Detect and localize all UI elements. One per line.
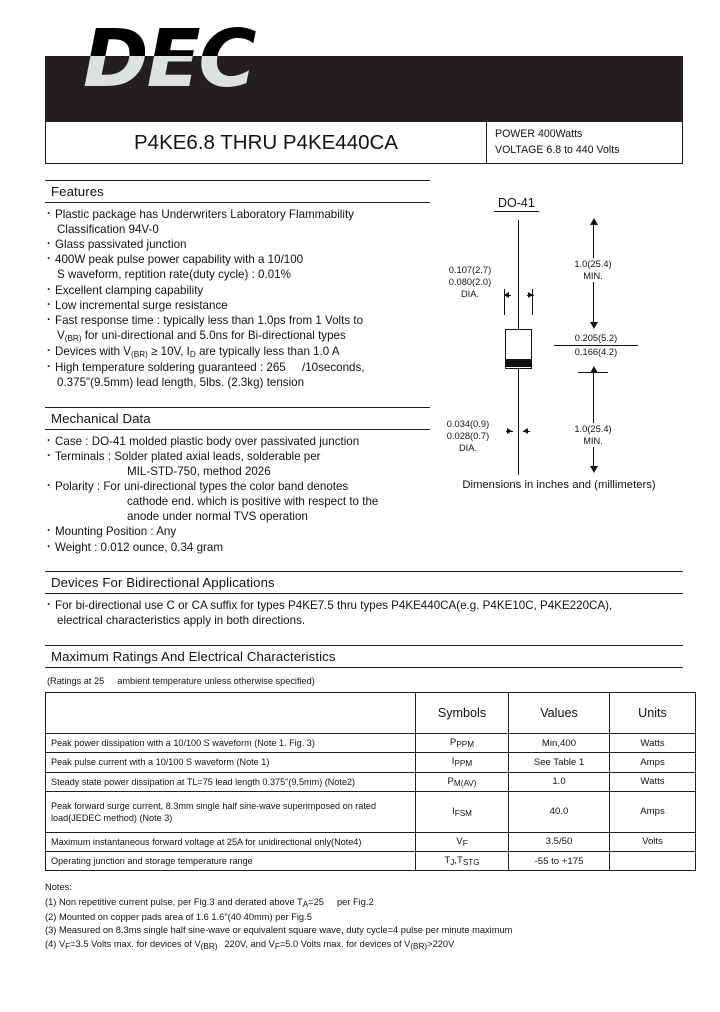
bidirectional-text: For bi-directional use C or CA suffix for types P4KE7.5 thru types P4KE440CA(e.g. P4KE10C, P4KE220CA), — [55, 599, 613, 613]
feature-text: Excellent clamping capability — [55, 283, 204, 297]
polarity-value: For uni-directional types the color band denotes — [103, 480, 349, 494]
note-3: (3) Measured on 8.3ms single half sine-wave or equivalent square wave, duty cycle=4 pulse per minute maximum — [45, 925, 513, 936]
feature-text: Plastic package has Underwriters Laboratory Flammability — [55, 208, 354, 221]
table-header-row — [46, 693, 696, 734]
top-dia-min: 0.080(2.0) — [448, 277, 492, 288]
symbol-sub2: STG — [462, 858, 480, 868]
case-label: Case : — [55, 434, 92, 448]
table-row — [46, 852, 696, 871]
bidirectional-text-cont: electrical characteristics apply in both directions. — [57, 614, 306, 628]
feature-text: Fast response time : typically less than 1.0ps from 1 Volts to — [55, 314, 364, 328]
note-1-a: (1) Non repetitive current pulse, per Fig.3 and derated above T — [45, 896, 303, 907]
top-length-min: MIN. — [583, 271, 603, 282]
bottom-length-min: MIN. — [583, 436, 603, 447]
row-symbol — [416, 772, 509, 791]
table-row — [46, 734, 696, 753]
feature-text-cont: S waveform, reptition rate(duty cycle) : 0.01% — [57, 268, 291, 282]
top-lead — [518, 220, 520, 330]
bot-dia-min: 0.028(0.7) — [446, 431, 490, 442]
row-unit: Amps — [610, 791, 696, 832]
row-symbol — [416, 852, 509, 871]
row-unit: Watts — [610, 734, 696, 753]
feature-text: /10seconds, — [301, 361, 365, 375]
row-unit: Watts — [610, 772, 696, 791]
bidirectional-section — [45, 571, 683, 629]
feature-text-cont: Classification 94V-0 — [57, 222, 159, 236]
dia-arrowhead-right — [528, 292, 533, 298]
list-item — [46, 208, 430, 238]
ratings-subnote-b: ambient temperature unless otherwise specified) — [117, 676, 315, 687]
note-4 — [45, 938, 683, 953]
top-length-dimension — [552, 258, 634, 282]
body-length-min: 0.166(4.2) — [574, 346, 618, 357]
bot-dia-label: DIA. — [458, 443, 478, 454]
col-description — [46, 693, 416, 734]
ratings-section — [45, 645, 683, 871]
bidirectional-list — [46, 599, 683, 629]
bidirectional-body — [45, 594, 683, 629]
symbol-sub: PPM — [456, 740, 475, 750]
bottom-dia-dimension — [426, 418, 510, 454]
row-unit: Amps — [610, 753, 696, 772]
package-name: DO-41 — [494, 196, 539, 212]
row-description: Peak pulse current with a 10/100 S waveform (Note 1) — [46, 753, 416, 772]
title-row — [45, 122, 683, 164]
symbol-base: P — [449, 737, 457, 749]
note-4-d: =5.0 Volts max. for devices of V — [279, 938, 411, 949]
feature-text-cont: 0.375"(9.5mm) lead length, 5lbs. (2.3kg) tension — [57, 375, 305, 389]
bottom-lead — [518, 367, 520, 475]
ratings-subnote — [45, 668, 683, 692]
list-item — [46, 450, 430, 480]
note-1-b: =25 — [308, 896, 324, 907]
features-list — [46, 208, 430, 391]
bot-dia-arrowhead-right — [523, 428, 528, 434]
top-dia-dimension — [428, 264, 512, 300]
polarity-value-cont2: anode under normal TVS operation — [127, 509, 308, 523]
top-length-arrowhead-down — [590, 322, 598, 329]
table-row — [46, 791, 696, 832]
list-item — [46, 253, 430, 283]
note-2: (2) Mounted on copper pads area of 1.6 1.6"(40 40mm) per Fig.5 — [45, 911, 312, 922]
list-item — [46, 314, 430, 344]
logo-bar — [45, 13, 683, 122]
top-length-arrowhead-up — [590, 218, 598, 225]
row-value: See Table 1 — [509, 753, 610, 772]
feature-text: High temperature soldering guaranteed : 265 — [55, 361, 286, 375]
note-4-e: >220V — [427, 938, 455, 949]
row-unit — [610, 852, 696, 871]
row-value: 40.0 — [509, 791, 610, 832]
package-drawing — [432, 196, 684, 496]
body-length-max: 0.205(5.2) — [554, 332, 638, 346]
symbol-sub: F — [462, 838, 468, 848]
features-body — [45, 203, 430, 391]
col-units: Units — [610, 693, 696, 734]
feature-text-cont: for uni-directional and 5.0ns for Bi-directional types — [84, 329, 346, 343]
feature-text: Glass passivated junction — [55, 238, 187, 252]
mounting-label: Mounting Position : — [55, 525, 157, 539]
page-title: P4KE6.8 THRU P4KE440CA — [134, 130, 398, 154]
bot-dia-max: 0.034(0.9) — [446, 419, 490, 429]
feature-text: are typically less than 1.0 A — [199, 345, 340, 359]
ratings-table — [45, 692, 696, 871]
list-item — [46, 525, 430, 540]
features-heading: Features — [45, 180, 430, 203]
list-item — [46, 299, 430, 314]
features-section — [45, 180, 430, 391]
note-4-c: 220V, and V — [224, 938, 275, 949]
mechanical-section — [45, 407, 430, 556]
feature-text: ≥ 10V, I — [151, 345, 190, 359]
polarity-value-cont: cathode end. which is positive with respect to the — [127, 495, 379, 509]
symbol-base2: ,T — [454, 855, 463, 867]
list-item — [46, 345, 430, 361]
row-symbol — [416, 832, 509, 851]
row-description: Steady state power dissipation at TL=75 lead length 0.375"(9.5mm) (Note2) — [46, 772, 416, 791]
row-description: Maximum instantaneous forward voltage at 25A for unidirectional only(Note4) — [46, 832, 416, 851]
row-value: -55 to +175 — [509, 852, 610, 871]
mechanical-heading: Mechanical Data — [45, 407, 430, 430]
vbr-subscript: (BR) — [131, 350, 148, 360]
list-item — [46, 361, 430, 391]
top-dia-label: DIA. — [460, 289, 480, 300]
feature-text: 400W peak pulse power capability with a 10/100 — [55, 253, 304, 267]
weight-label: Weight : — [55, 540, 101, 554]
symbol-sub: M(AV) — [453, 778, 477, 788]
ta-subscript: A — [302, 899, 309, 909]
note-4-b: =3.5 Volts max. for devices of V — [70, 938, 201, 949]
terminals-label: Terminals : — [55, 450, 115, 464]
ratings-subnote-a: (Ratings at 25 — [47, 676, 105, 687]
voltage-rating: VOLTAGE 6.8 to 440 Volts — [495, 144, 620, 157]
bottom-length-arrow-line — [593, 372, 594, 468]
vbr-subscript-2: (BR) — [410, 941, 428, 951]
body-bottom-witness — [578, 372, 608, 373]
top-dia-max: 0.107(2.7) — [448, 265, 492, 275]
col-values: Values — [509, 693, 610, 734]
list-item — [46, 599, 683, 629]
symbol-base: T — [444, 855, 451, 867]
top-length-value: 1.0(25.4) — [574, 259, 612, 269]
list-item — [46, 435, 430, 450]
table-row — [46, 832, 696, 851]
vbr-subscript: (BR) — [64, 334, 82, 344]
terminals-value-cont: MIL-STD-750, method 2026 — [127, 464, 271, 478]
list-item — [46, 541, 430, 556]
weight-value: 0.012 ounce, 0.34 gram — [100, 540, 224, 554]
row-symbol — [416, 791, 509, 832]
row-unit: Volts — [610, 832, 696, 851]
vf-subscript: F — [65, 941, 71, 951]
mounting-value: Any — [156, 525, 177, 539]
terminals-value: Solder plated axial leads, solderable per — [114, 450, 321, 464]
bottom-length-value: 1.0(25.4) — [574, 424, 612, 434]
table-row — [46, 772, 696, 791]
symbol-base: I — [452, 805, 455, 817]
symbol-base: I — [451, 756, 455, 768]
drawing-caption: Dimensions in inches and (millimeters) — [462, 479, 656, 491]
mechanical-body — [45, 430, 430, 556]
row-description: Operating junction and storage temperature range — [46, 852, 416, 871]
power-rating: POWER 400Watts — [495, 128, 583, 140]
row-value: 3.5/50 — [509, 832, 610, 851]
id-subscript: D — [189, 350, 196, 360]
bottom-length-dimension — [552, 423, 634, 447]
col-symbols: Symbols — [416, 693, 509, 734]
mechanical-list — [46, 435, 430, 556]
company-logo: DEC — [83, 13, 255, 105]
note-4-a: (4) V — [45, 938, 66, 949]
ratings-heading: Maximum Ratings And Electrical Characteristics — [45, 645, 683, 668]
symbol-base: P — [447, 775, 454, 787]
symbol-base: V — [456, 835, 463, 847]
list-item — [46, 480, 430, 524]
case-value: DO-41 molded plastic body over passivated junction — [91, 434, 360, 448]
vbr-subscript: (BR) — [200, 941, 218, 951]
row-symbol — [416, 753, 509, 772]
row-value: Min,400 — [509, 734, 610, 753]
list-item — [46, 284, 430, 299]
vf-subscript-2: F — [274, 941, 280, 951]
cathode-band — [505, 359, 532, 367]
symbol-sub: FSM — [454, 808, 472, 818]
feature-text: Low incremental surge resistance — [55, 298, 228, 312]
table-row — [46, 753, 696, 772]
body-length-dimension — [554, 332, 638, 358]
row-description: Peak power dissipation with a 10/100 S waveform (Note 1. Fig. 3) — [46, 734, 416, 753]
list-item — [46, 238, 430, 253]
row-value: 1.0 — [509, 772, 610, 791]
bidirectional-heading: Devices For Bidirectional Applications — [45, 571, 683, 594]
row-symbol — [416, 734, 509, 753]
row-description: Peak forward surge current, 8.3mm single half sine-wave superimposed on rated load(JEDEC method) (Note 3) — [46, 791, 416, 832]
feature-text: Devices with V — [55, 345, 132, 359]
symbol-sub: PPM — [454, 759, 473, 769]
notes-section — [45, 881, 683, 952]
note-1-c: per Fig.2 — [336, 896, 374, 907]
note-1 — [45, 896, 683, 911]
polarity-label: Polarity : — [55, 480, 104, 494]
notes-title: Notes: — [45, 882, 72, 893]
bottom-length-arrowhead-down — [590, 466, 598, 473]
symbol-sub: J — [450, 858, 455, 868]
vbr-symbol: V — [57, 329, 65, 343]
title-specs — [486, 122, 682, 163]
